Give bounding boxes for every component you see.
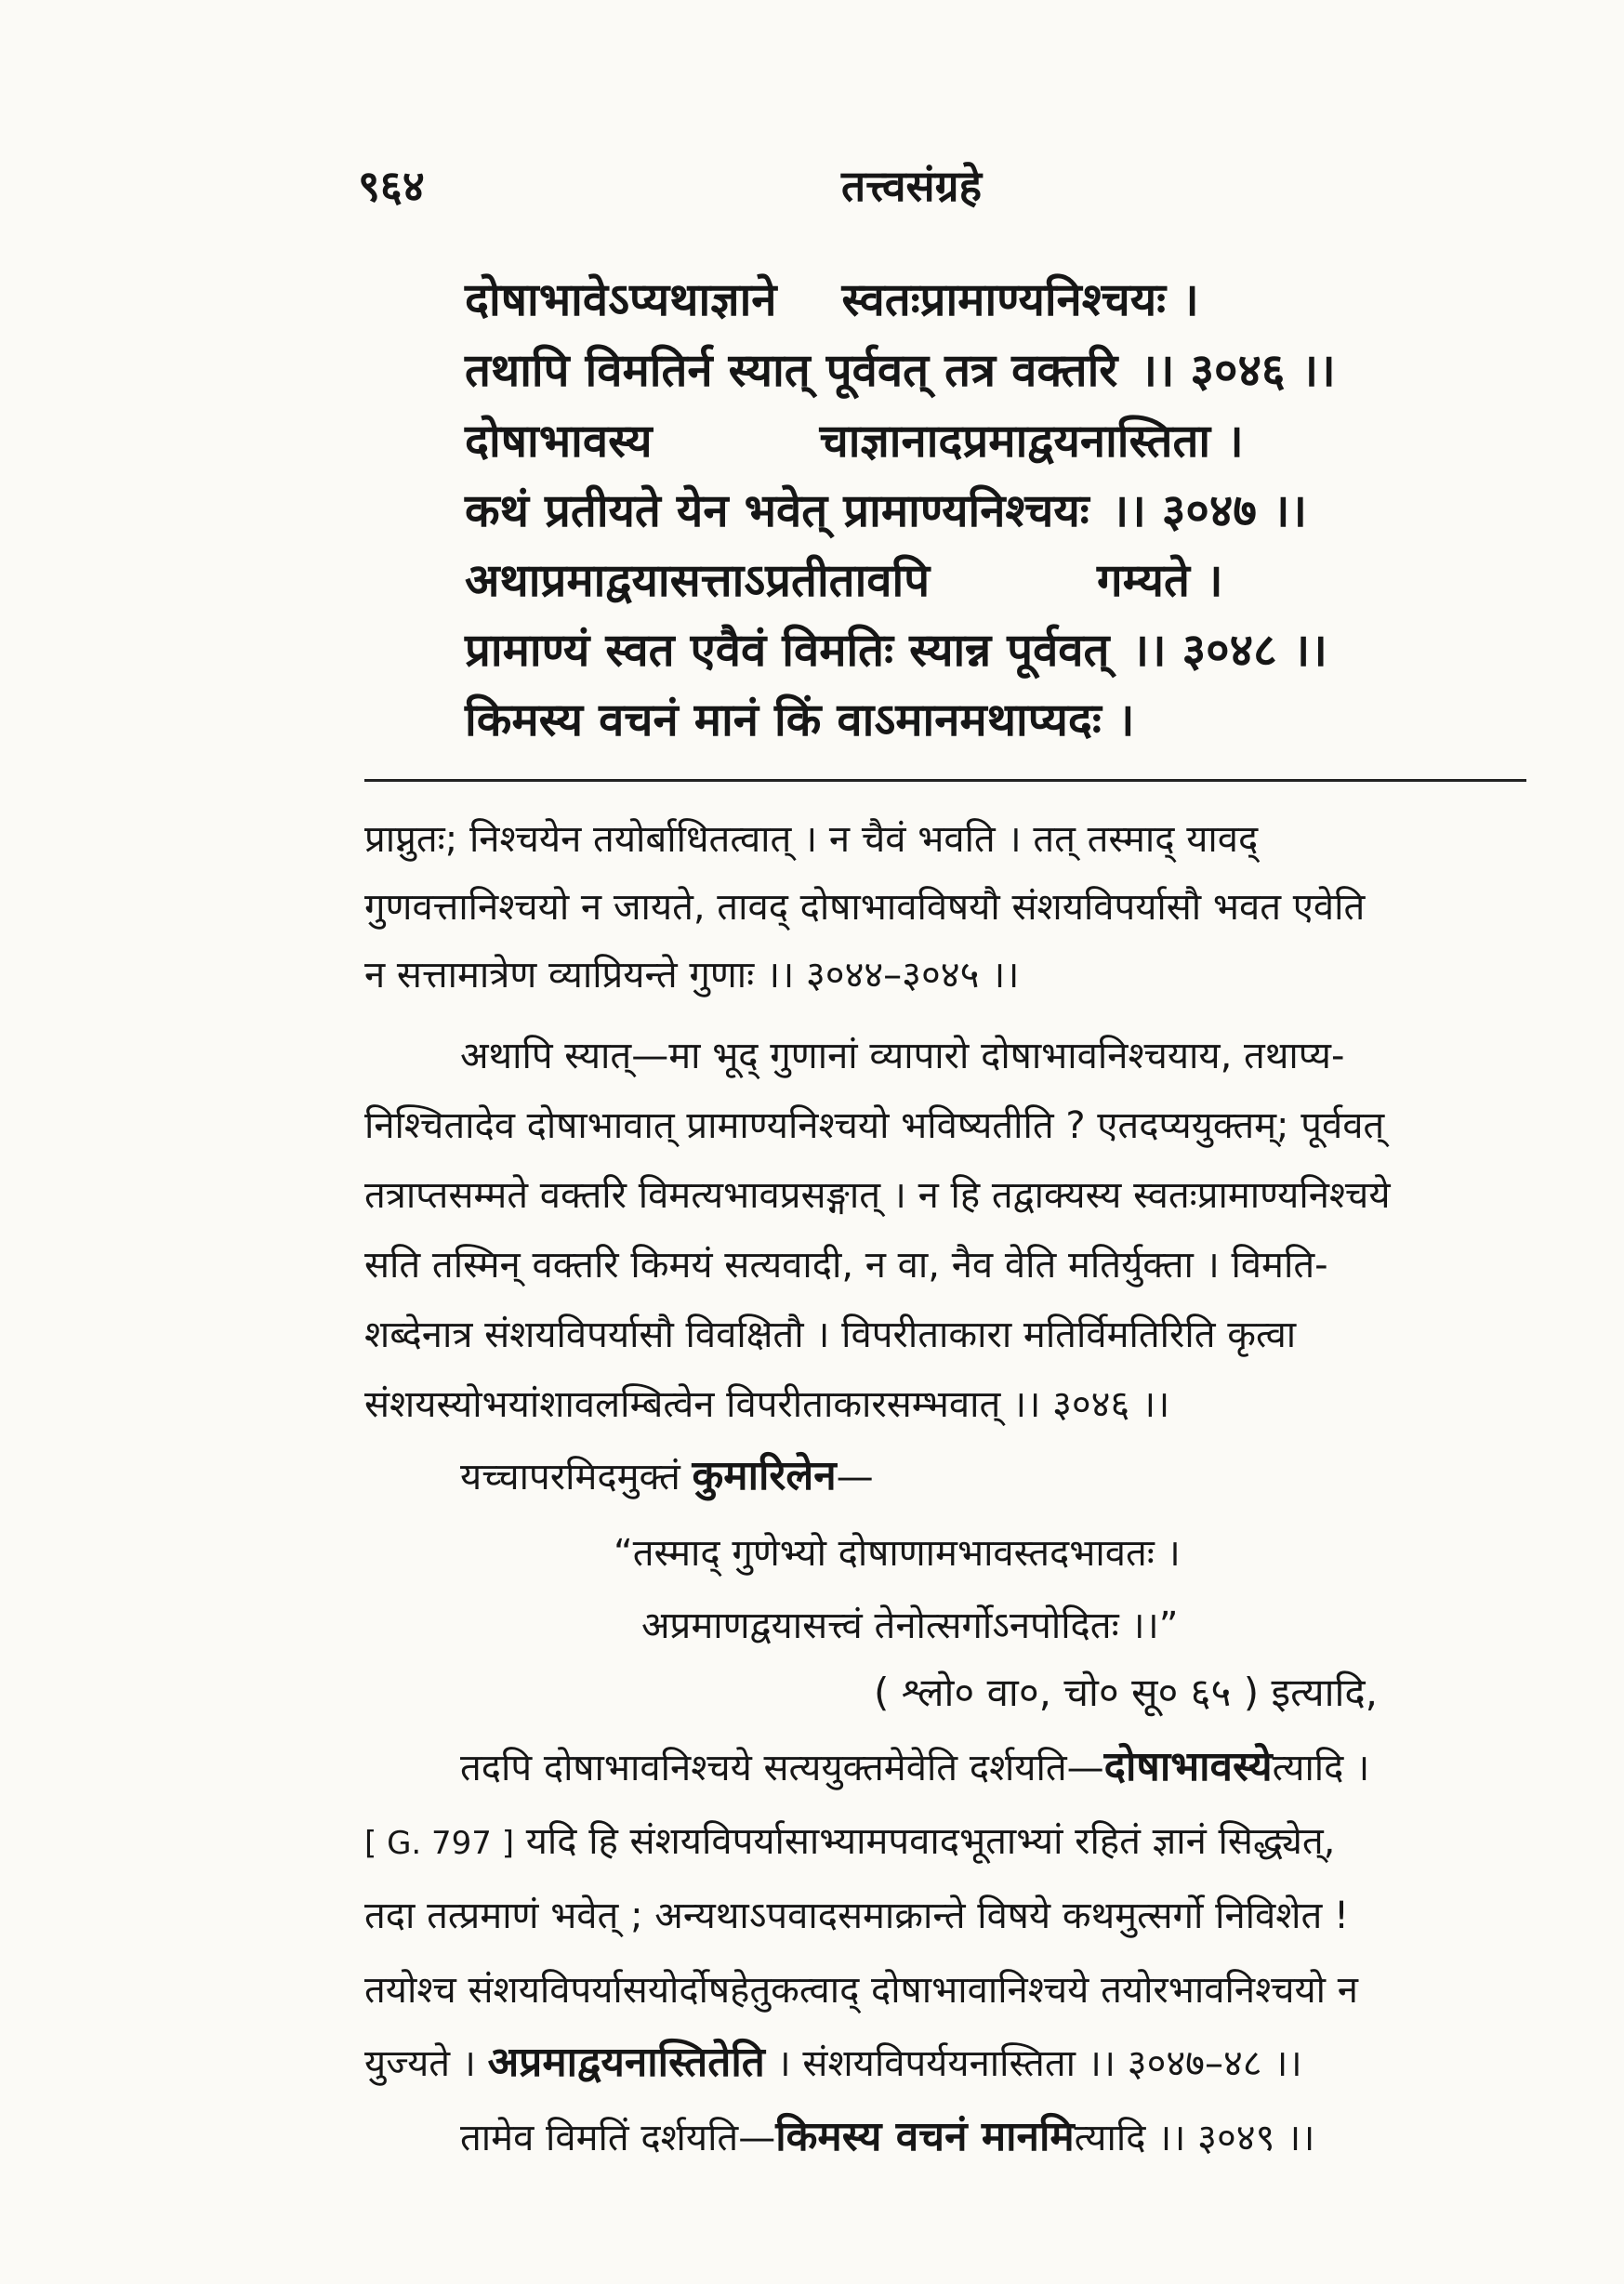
- commentary-text: । संशयविपर्ययनास्तिता ।। ३०४७–४८ ।।: [764, 2042, 1302, 2085]
- edition-page-ref: [ G. 797 ]: [364, 1825, 515, 1862]
- verse-line: [465, 688, 1134, 753]
- commentary-line: शब्देनात्र संशयविपर्यासौ विवक्षितौ । विपरीताकारा मतिर्विमतिरिति कृत्वा: [364, 1314, 1297, 1356]
- divider-rule: [364, 779, 1526, 782]
- pratika: अप्रमाद्वयनास्तितेति: [487, 2039, 765, 2086]
- commentary-line: तदा तत्प्रमाणं भवेत् ; अन्यथाऽपवादसमाक्रान्ते विषये कथमुत्सर्गो निविशेत !: [364, 1895, 1350, 1937]
- commentary-text: यच्चापरमिदमुक्तं: [460, 1456, 693, 1498]
- verse-line: [465, 268, 1199, 333]
- commentary-line: [460, 1738, 1369, 1797]
- commentary-line: तत्राप्तसम्मते वक्तरि विमत्यभावप्रसङ्गात् । न हि तद्वाक्यस्य स्वतःप्रामाण्यनिश्चये: [364, 1174, 1391, 1217]
- verse-half: प्रामाण्यं स्वत एवैवं विमतिः स्यान्न पूर्ववत्: [465, 624, 1110, 677]
- citation: ( श्लो० वा०, चो० सू० ६५ ) इत्यादि,: [874, 1670, 1379, 1715]
- commentary-text: तामेव विमतिं दर्शयति—: [460, 2117, 776, 2159]
- commentary-text: त्यादि ।: [1272, 1747, 1370, 1789]
- verse-number: ।। ३०४६ ।।: [1140, 344, 1336, 397]
- commentary-line: संशयस्योभयांशावलम्बित्वेन विपरीताकारसम्भवात् ।। ३०४६ ।।: [364, 1383, 1170, 1426]
- commentary-line: तयोश्च संशयविपर्यासयोर्दोषहेतुकत्वाद् दोषाभावानिश्चये तयोरभावनिश्चयो न: [364, 1969, 1358, 2012]
- commentary-text: यदि हि संशयविपर्यासाभ्यामपवादभूताभ्यां रहितं ज्ञानं सिद्ध्येत्,: [514, 1820, 1336, 1863]
- running-title: तत्त्वसंग्रहे: [841, 161, 983, 211]
- commentary-line: [460, 1447, 874, 1506]
- quotation-line: अप्रमाणद्वयासत्त्वं तेनोत्सर्गोऽनपोदितः ।।”: [641, 1604, 1179, 1647]
- verse-number: ।। ३०४८ ।।: [1131, 624, 1327, 677]
- verse-line: [465, 618, 1327, 683]
- verse-number: ।। ३०४७ ।।: [1111, 484, 1307, 537]
- commentary-line: [364, 1813, 1335, 1872]
- commentary-line: सति तस्मिन् वक्तरि किमयं सत्यवादी, न वा, नैव वेति मतिर्युक्ता । विमति-: [364, 1244, 1328, 1287]
- verse-half: गम्यते ।: [1097, 554, 1223, 607]
- pratika: किमस्य वचनं मानमि: [775, 2113, 1075, 2160]
- verse-line: [465, 409, 1244, 474]
- page-number: ९६४: [358, 161, 425, 211]
- commentary-line: निश्चितादेव दोषाभावात् प्रामाण्यनिश्चयो भविष्यतीति ? एतदप्ययुक्तम्; पूर्ववत्: [364, 1104, 1385, 1147]
- commentary-text: त्यादि ।। ३०४९ ।।: [1074, 2117, 1315, 2159]
- pratika: दोषाभावस्ये: [1103, 1743, 1273, 1790]
- commentary-line: प्राप्नुतः; निश्चयेन तयोर्बाधितत्वात् । न चैवं भवति । तत् तस्माद् यावद्: [364, 818, 1259, 861]
- verse-half: चाज्ञानादप्रमाद्वयनास्तिता ।: [819, 415, 1244, 468]
- verse-half: स्वतःप्रामाण्यनिश्चयः ।: [841, 273, 1199, 326]
- verse-half: तथापि विमतिर्न स्यात् पूर्ववत् तत्र वक्तरि: [465, 344, 1118, 397]
- verse-half: अथाप्रमाद्वयासत्ताऽप्रतीतावपि: [465, 554, 931, 607]
- verse-half: कथं प्रतीयते येन भवेत् प्रामाण्यनिश्चयः: [465, 484, 1089, 537]
- commentary-line: न सत्तामात्रेण व्याप्रियन्ते गुणाः ।। ३०४४–३०४५ ।।: [364, 954, 1020, 997]
- verse-half: दोषाभावस्य: [465, 415, 653, 468]
- verse-half: किमस्य वचनं मानं किं वाऽमानमथाप्यदः ।: [465, 693, 1135, 746]
- commentary-text: —: [836, 1456, 874, 1498]
- commentary-text: युज्यते ।: [364, 2042, 488, 2085]
- commentary-text: तदपि दोषाभावनिश्चये सत्ययुक्तमेवेति दर्शयति—: [460, 1747, 1104, 1789]
- commentary-line: [460, 2108, 1314, 2167]
- author-name: कुमारिलेन: [692, 1452, 837, 1499]
- commentary-line: [364, 2034, 1302, 2093]
- verse-line: [465, 548, 1223, 614]
- verse-line: [465, 338, 1336, 403]
- quotation-line: “तस्माद् गुणेभ्यो दोषाणामभावस्तदभावतः ।: [614, 1532, 1181, 1575]
- commentary-line: अथापि स्यात्—मा भूद् गुणानां व्यापारो दोषाभावनिश्चयाय, तथाप्य-: [460, 1035, 1345, 1077]
- commentary-line: गुणवत्तानिश्चयो न जायते, तावद् दोषाभावविषयौ संशयविपर्यासौ भवत एवेति: [364, 886, 1366, 929]
- verse-line: [465, 479, 1307, 544]
- verse-half: दोषाभावेऽप्यथाज्ञाने: [465, 273, 777, 326]
